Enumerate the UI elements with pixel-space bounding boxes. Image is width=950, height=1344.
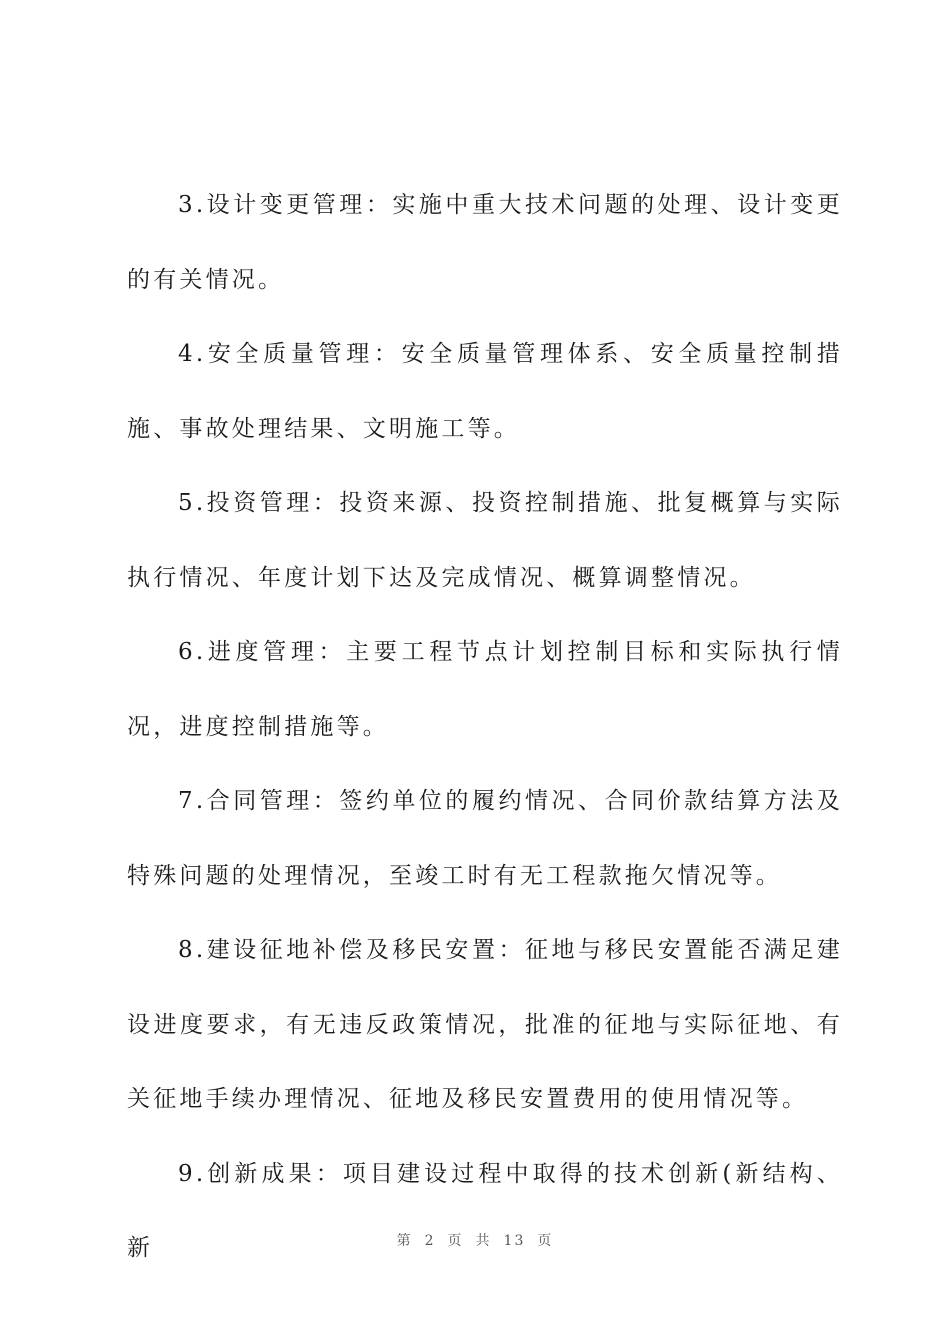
- paragraph-contract: 7.合同管理：签约单位的履约情况、合同价款结算方法及特殊问题的处理情况，至竣工时有无工程款拖欠情况等。: [127, 788, 843, 889]
- page-footer: [0, 1230, 950, 1250]
- paragraph-innovation: 9.创新成果：项目建设过程中取得的技术创新(新结构、新: [127, 1160, 843, 1261]
- paragraph-schedule: 6.进度管理：主要工程节点计划控制目标和实际执行情况，进度控制措施等。: [127, 639, 843, 740]
- document-body: [127, 168, 843, 1286]
- paragraph-safety-quality: 4.安全质量管理：安全质量管理体系、安全质量控制措施、事故处理结果、文明施工等。: [127, 341, 843, 442]
- footer-total-word: 共: [475, 1233, 492, 1249]
- footer-prefix: 第: [396, 1233, 413, 1249]
- footer-page-word: 页: [447, 1233, 464, 1249]
- paragraph-design-change: 3.设计变更管理：实施中重大技术问题的处理、设计变更的有关情况。: [127, 192, 843, 293]
- footer-suffix: 页: [537, 1233, 554, 1249]
- footer-current-page: 2: [424, 1233, 436, 1249]
- paragraph-land-resettlement: 8.建设征地补偿及移民安置：征地与移民安置能否满足建设进度要求，有无违反政策情况，批准的征地与实际征地、有关征地手续办理情况、征地及移民安置费用的使用情况等。: [127, 937, 843, 1112]
- paragraph-investment: 5.投资管理：投资来源、投资控制措施、批复概算与实际执行情况、年度计划下达及完成情况、概算调整情况。: [127, 490, 843, 591]
- footer-total-pages: 13: [503, 1233, 526, 1249]
